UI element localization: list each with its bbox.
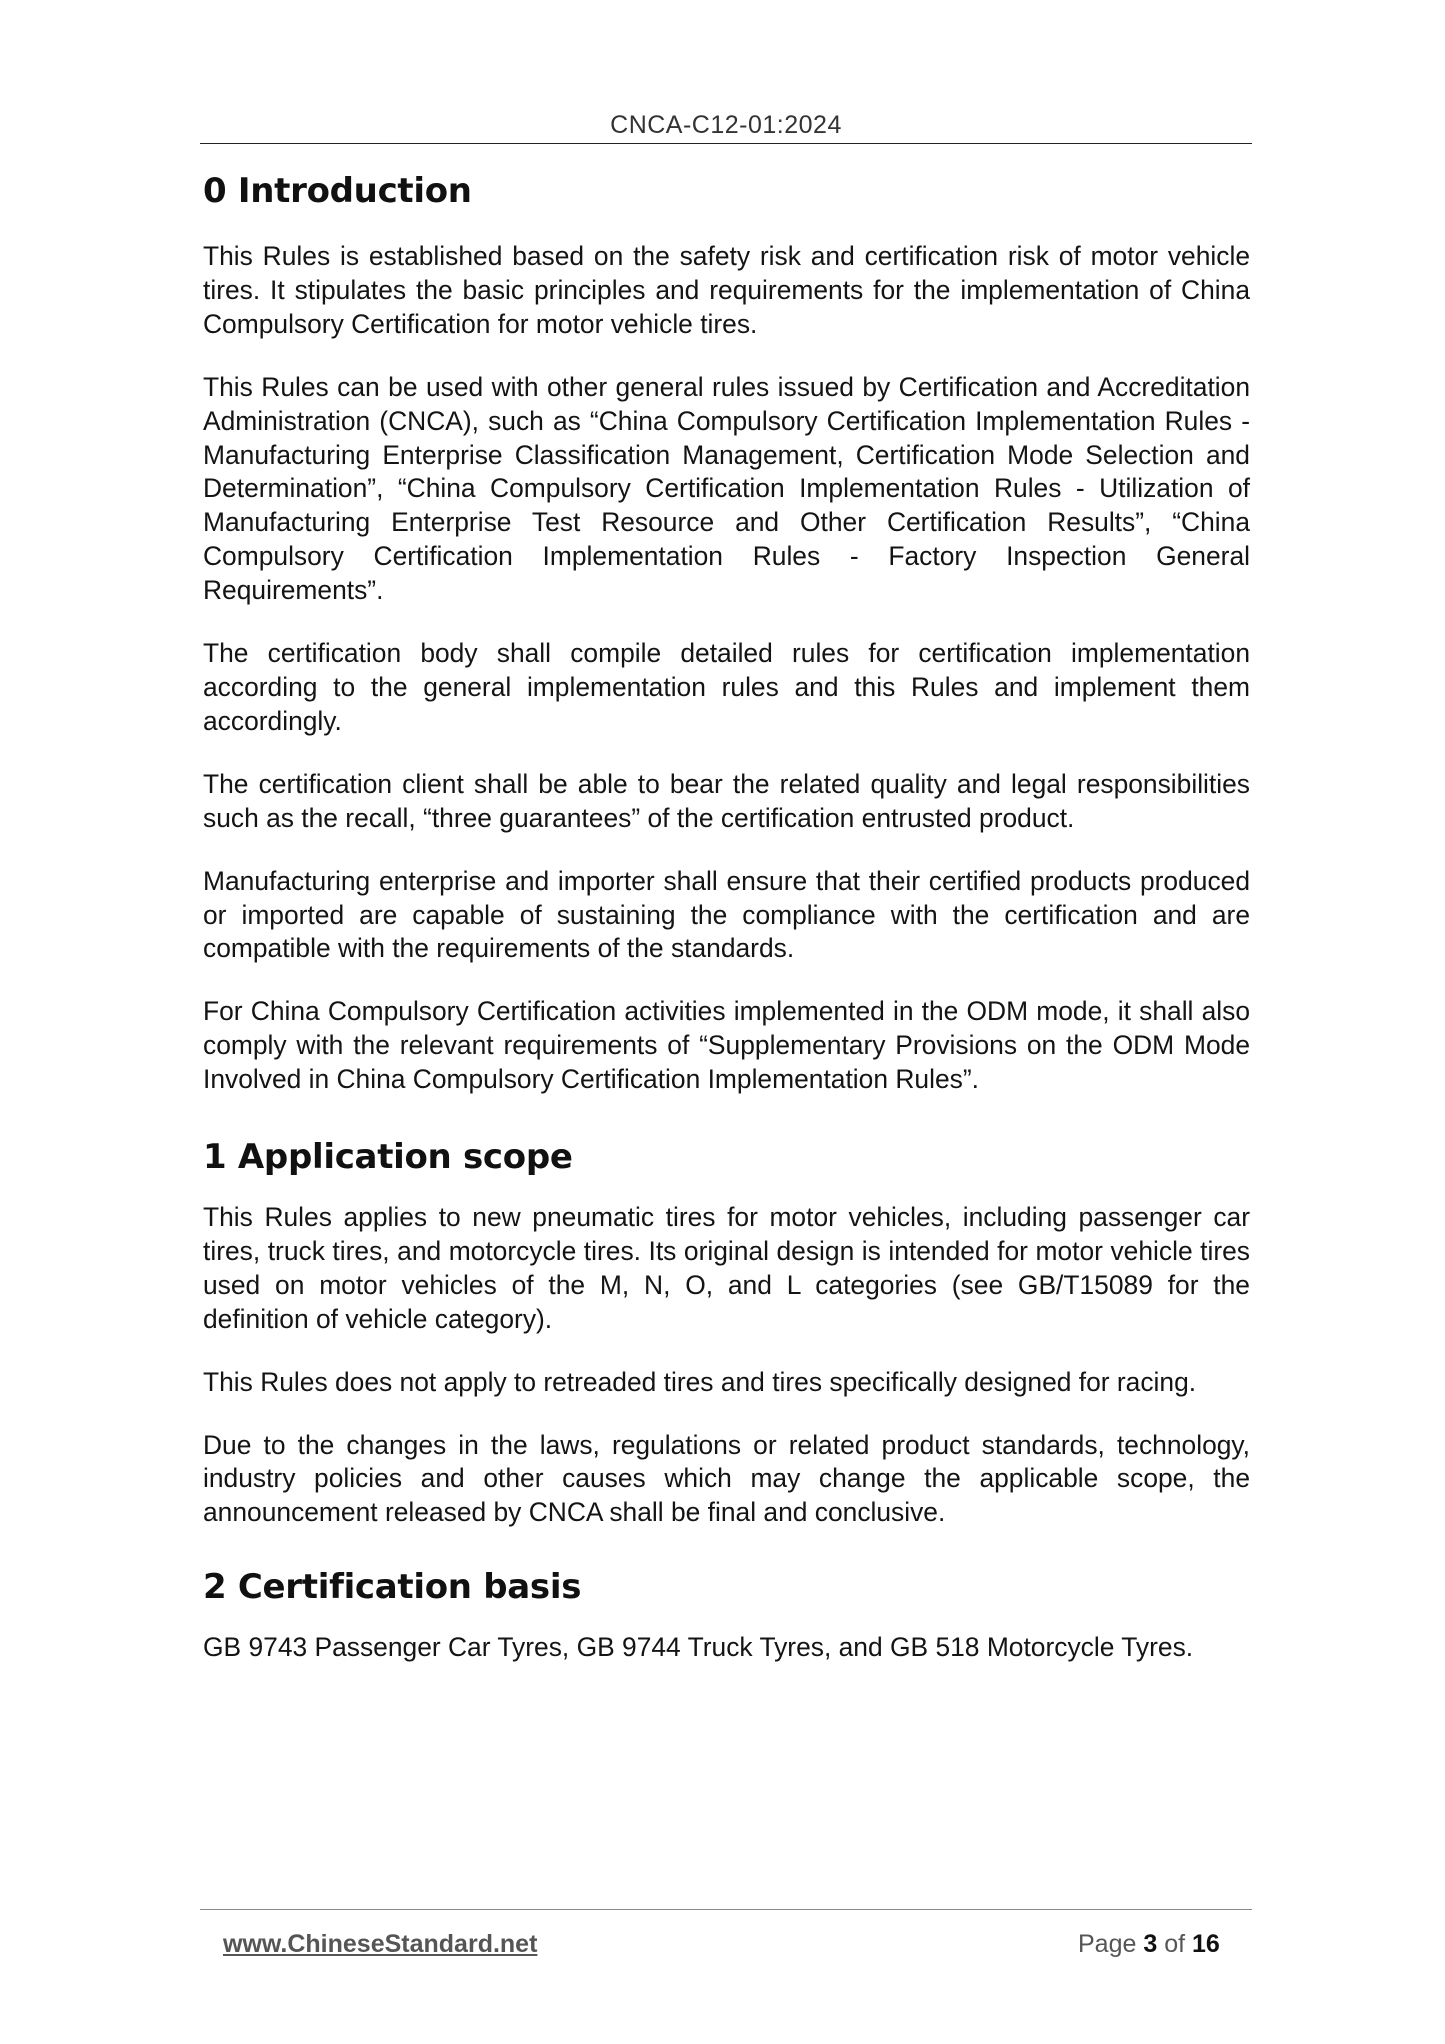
footer-divider [200,1909,1252,1910]
intro-paragraph-2: This Rules can be used with other general rules issued by Certification and Accreditation Administration (CNCA), such as “China Compulsory Certification Implementation Rules - Manufacturing Enterprise Classification Management, Certification Mode Selection and Determination”, “China Compulsory Certification Implementation Rules - Utilization of Manufacturing Enterprise Test Resource and Other Certification Results”, “China Compulsory Certification Implementation Rules - Factory Inspection General Requirements”. [203,371,1250,606]
basis-paragraph-1: GB 9743 Passenger Car Tyres, GB 9744 Truck Tyres, and GB 518 Motorcycle Tyres. [203,1632,1194,1663]
intro-paragraph-1: This Rules is established based on the safety risk and certification risk of motor vehicle tires. It stipulates the basic principles and requirements for the implementation of China Compulsory Certification for motor vehicle tires. [203,241,1250,339]
current-page-number: 3 [1143,1930,1158,1958]
heading-introduction: 0 Introduction [203,171,472,211]
page-body [203,168,1250,1665]
intro-paragraph-5: Manufacturing enterprise and importer shall ensure that their certified products produced or imported are capable of sustaining the compliance with the certification and are compatible with the requirements of the standards. [203,865,1250,964]
page-of-label: of [1164,1930,1186,1958]
intro-paragraph-3: The certification body shall compile detailed rules for certification implementation according to the general implementation rules and this Rules and implement them accordingly. [203,638,1250,736]
document-code-header: CNCA-C12-01:2024 [610,111,842,139]
heading-certification-basis: 2 Certification basis [203,1567,582,1608]
scope-paragraph-3: Due to the changes in the laws, regulations or related product standards, technology, industry policies and other causes which may change the applicable scope, the announcement released by CNCA shall be final and conclusive. [203,1429,1250,1528]
heading-application-scope: 1 Application scope [203,1137,573,1178]
scope-paragraph-2: This Rules does not apply to retreaded tires and tires specifically designed for racing. [203,1366,1197,1397]
intro-paragraph-4: The certification client shall be able to bear the related quality and legal responsibilities such as the recall, “three guarantees” of the certification entrusted product. [203,768,1250,833]
scope-paragraph-1: This Rules applies to new pneumatic tires for motor vehicles, including passenger car tires, truck tires, and motorcycle tires. Its original design is intended for motor vehicle tires used on motor vehicles of the M, N, O, and L categories (see GB/T15089 for the definition of vehicle category). [203,1202,1250,1334]
total-page-count: 16 [1192,1930,1220,1958]
footer-site-link[interactable]: www.ChineseStandard.net [223,1930,538,1958]
header-divider [200,143,1252,144]
page-prefix-label: Page [1078,1930,1137,1958]
intro-paragraph-6: For China Compulsory Certification activities implemented in the ODM mode, it shall also comply with the relevant requirements of “Supplementary Provisions on the ODM Mode Involved in China Compulsory Certification Implementation Rules”. [203,996,1250,1095]
page-number [1078,1930,1220,1959]
